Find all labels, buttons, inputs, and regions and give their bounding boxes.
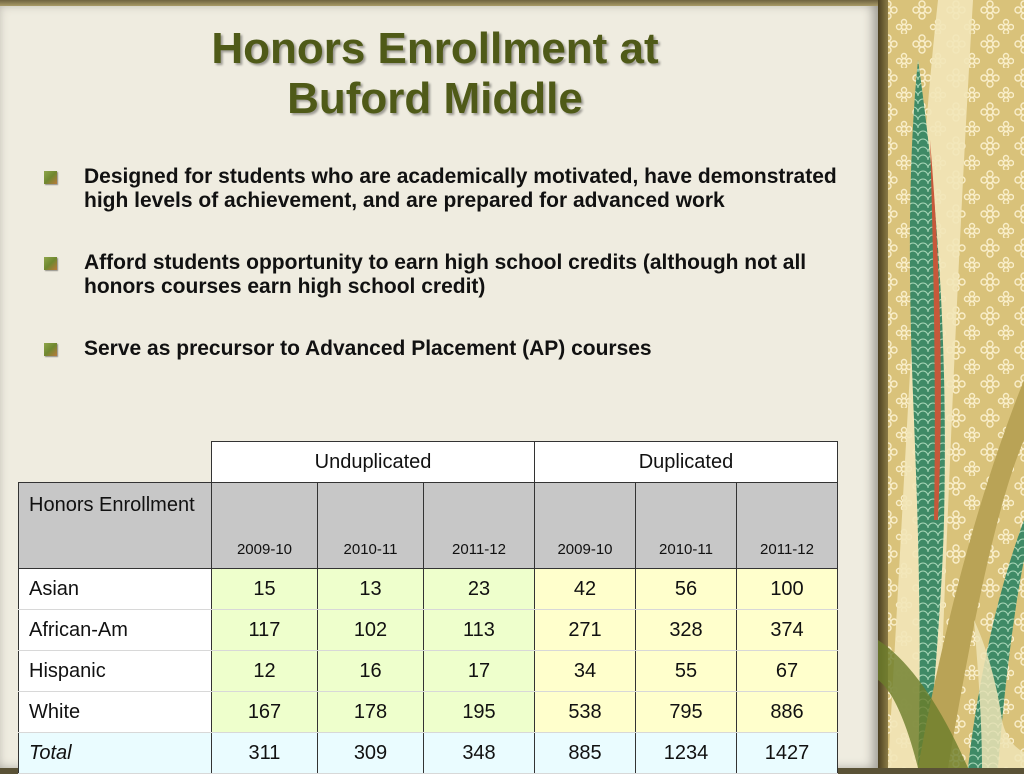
row-label: Asian (19, 569, 212, 610)
group-header-duplicated: Duplicated (535, 442, 838, 483)
bullet-text: Afford students opportunity to earn high school credits (although not all honors courses earn high school credit) (84, 251, 807, 298)
table-cell: 17 (424, 651, 535, 692)
square-bullet-icon (44, 171, 57, 184)
total-cell: 1427 (737, 733, 838, 774)
table-cell: 795 (636, 692, 737, 733)
row-label: Hispanic (19, 651, 212, 692)
year-header: 2010-11 (636, 483, 737, 569)
table-corner (19, 442, 212, 483)
year-header: 2009-10 (212, 483, 318, 569)
title-line-1: Honors Enrollment at (211, 24, 659, 73)
bullet-list (40, 165, 840, 399)
table-cell: 113 (424, 610, 535, 651)
bullet-item (40, 165, 840, 213)
table-row (19, 692, 838, 733)
table-cell: 374 (737, 610, 838, 651)
bullet-text: Serve as precursor to Advanced Placement (AP) courses (84, 337, 652, 360)
row-header-label: Honors Enrollment (19, 483, 212, 569)
table-cell: 167 (212, 692, 318, 733)
enrollment-table (18, 441, 838, 774)
table-cell: 178 (318, 692, 424, 733)
bullet-text: Designed for students who are academically motivated, have demonstrated high levels of achievement, and are prepared for advanced work (84, 165, 837, 212)
table-row (19, 651, 838, 692)
table-cell: 13 (318, 569, 424, 610)
total-cell: 885 (535, 733, 636, 774)
floral-ribbon-decoration (878, 0, 1024, 768)
page-title (100, 24, 770, 124)
table-cell: 538 (535, 692, 636, 733)
table-cell: 12 (212, 651, 318, 692)
year-header: 2010-11 (318, 483, 424, 569)
table-cell: 886 (737, 692, 838, 733)
bullet-item (40, 251, 840, 299)
total-cell: 1234 (636, 733, 737, 774)
bullet-item (40, 337, 840, 361)
year-header: 2011-12 (424, 483, 535, 569)
table-cell: 16 (318, 651, 424, 692)
table-cell: 195 (424, 692, 535, 733)
table-cell: 23 (424, 569, 535, 610)
table-row (19, 569, 838, 610)
year-header: 2011-12 (737, 483, 838, 569)
group-header-unduplicated: Unduplicated (212, 442, 535, 483)
table-cell: 67 (737, 651, 838, 692)
table-row (19, 610, 838, 651)
title-line-2: Buford Middle (287, 74, 583, 123)
row-label: White (19, 692, 212, 733)
row-label: African-Am (19, 610, 212, 651)
table-cell: 34 (535, 651, 636, 692)
total-cell: 348 (424, 733, 535, 774)
table-cell: 102 (318, 610, 424, 651)
total-label: Total (19, 733, 212, 774)
year-header: 2009-10 (535, 483, 636, 569)
top-frame (0, 0, 880, 6)
table-cell: 55 (636, 651, 737, 692)
square-bullet-icon (44, 343, 57, 356)
table-cell: 42 (535, 569, 636, 610)
total-cell: 311 (212, 733, 318, 774)
total-cell: 309 (318, 733, 424, 774)
square-bullet-icon (44, 257, 57, 270)
table-cell: 15 (212, 569, 318, 610)
table-cell: 328 (636, 610, 737, 651)
table-cell: 100 (737, 569, 838, 610)
table-cell: 271 (535, 610, 636, 651)
table-cell: 117 (212, 610, 318, 651)
table-cell: 56 (636, 569, 737, 610)
table-total-row (19, 733, 838, 774)
